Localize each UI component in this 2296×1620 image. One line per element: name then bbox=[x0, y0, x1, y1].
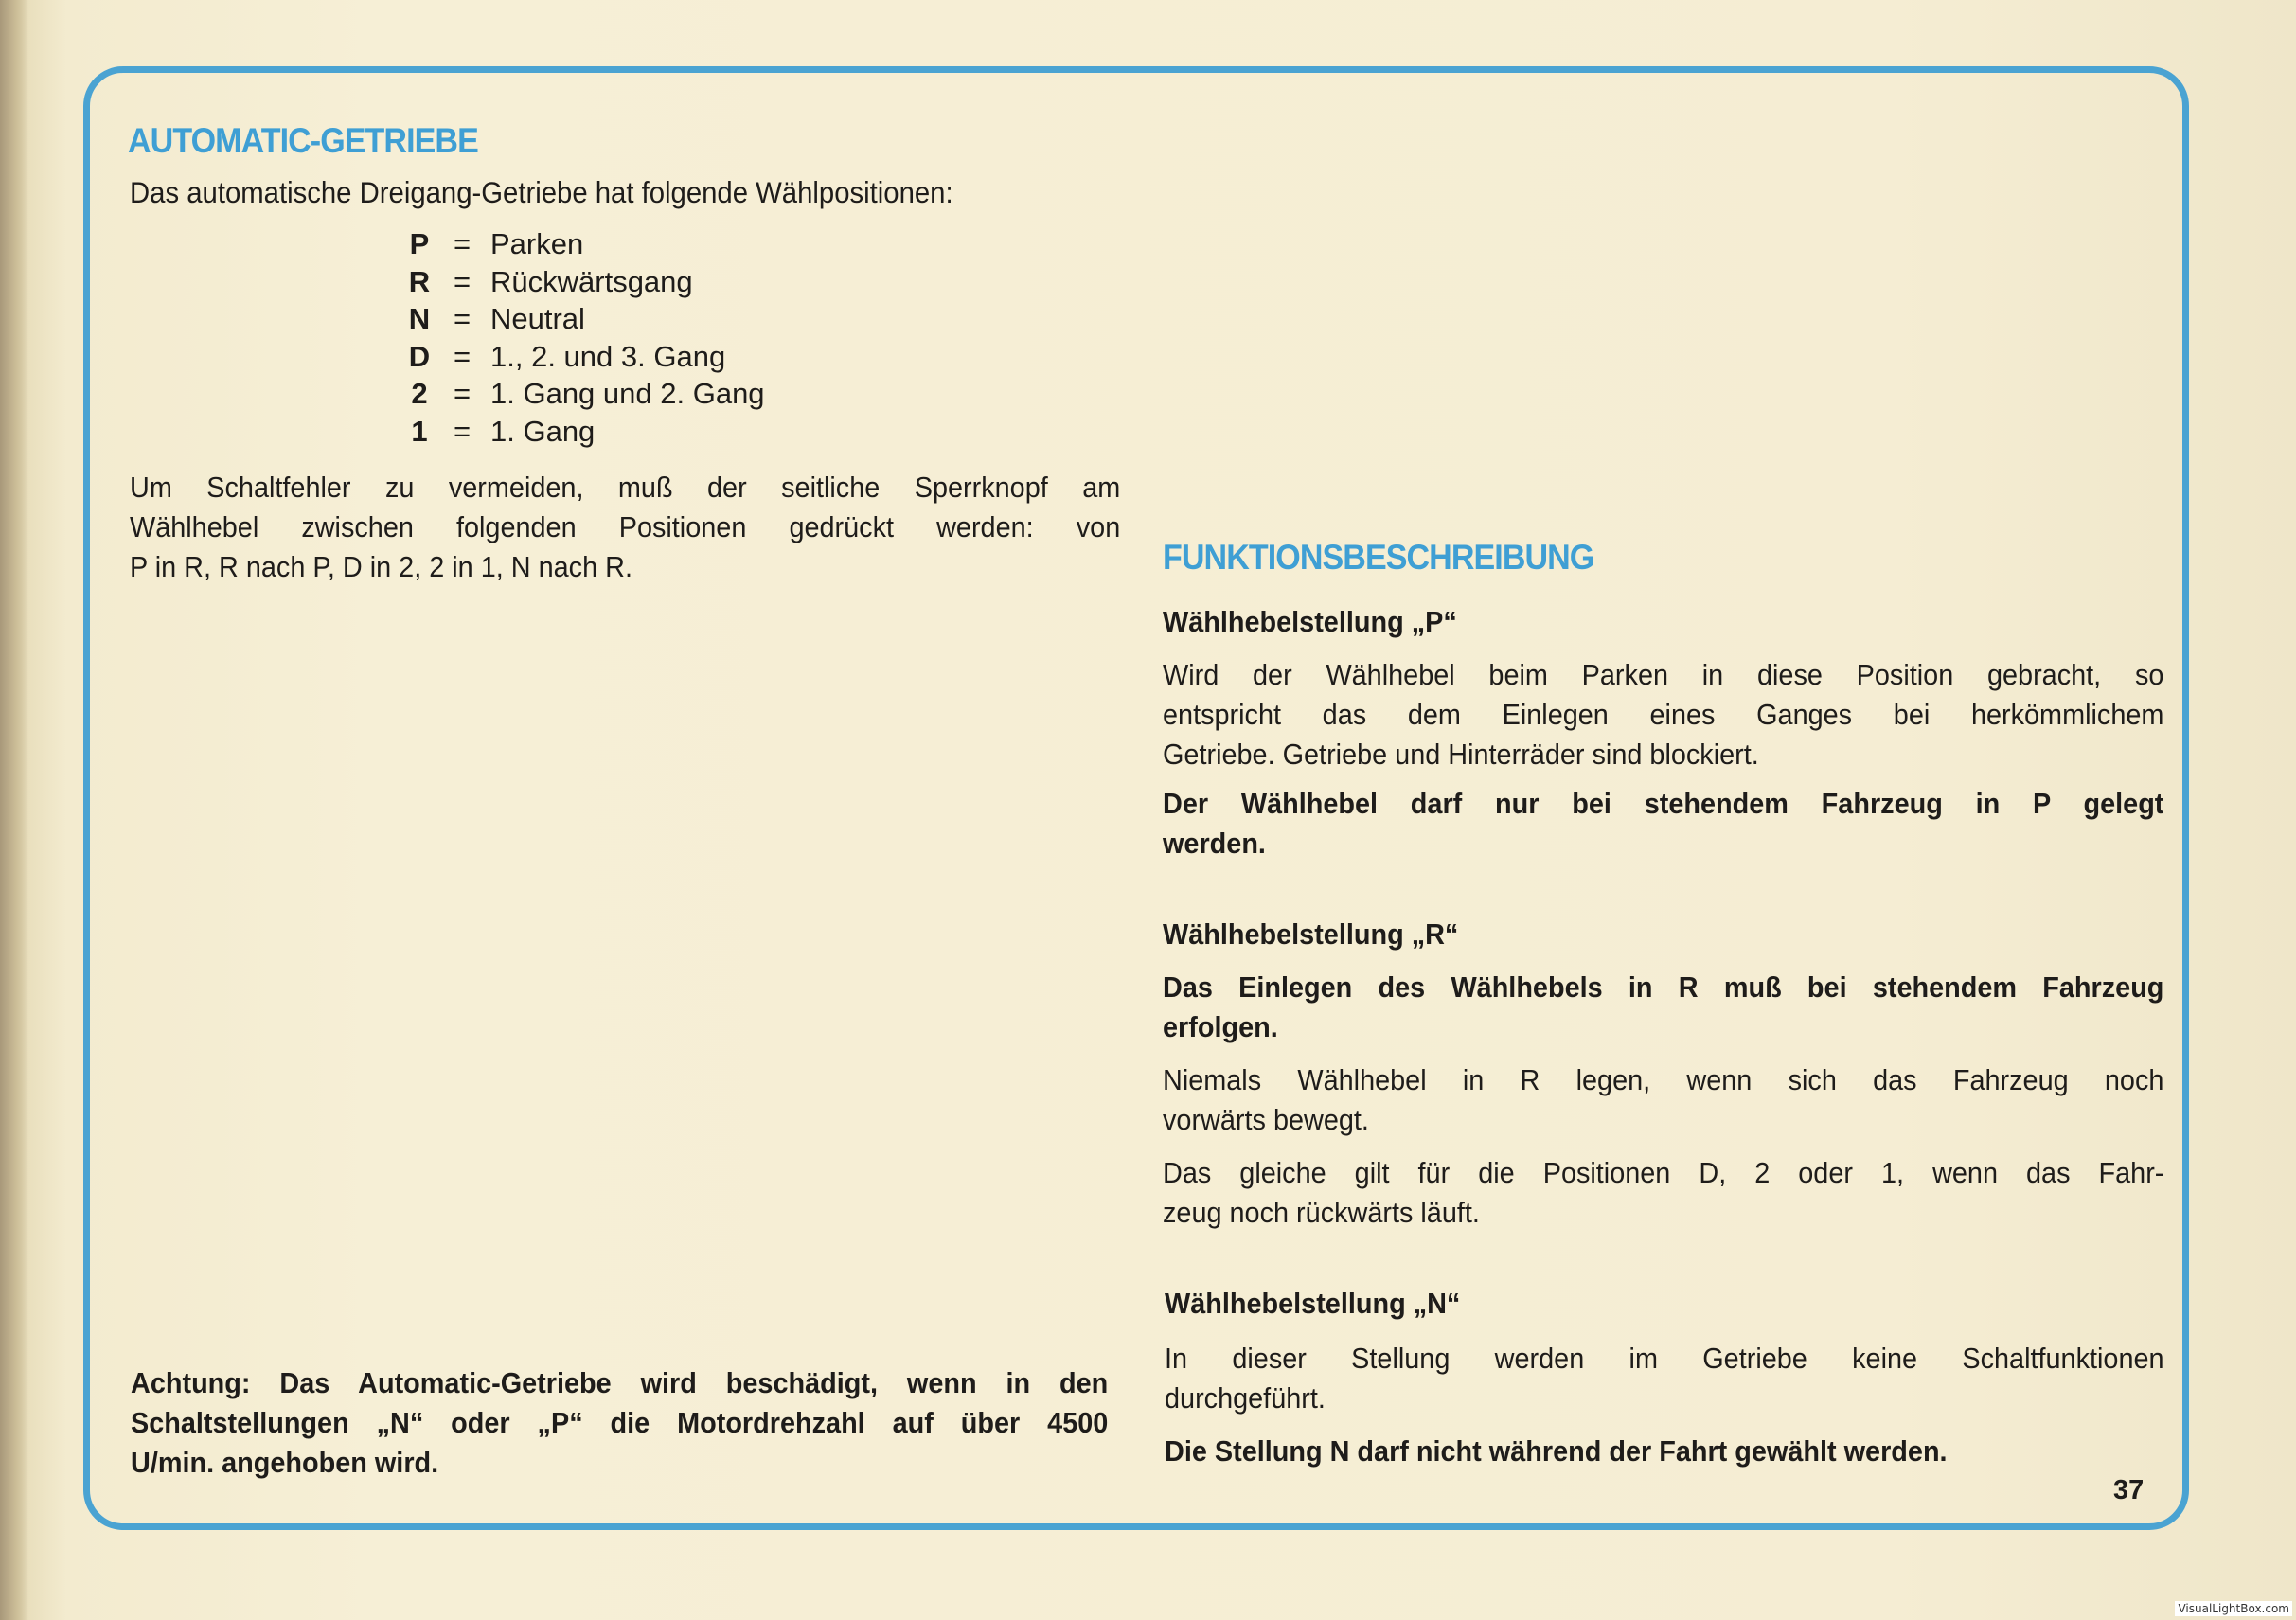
heading-automatic-getriebe: AUTOMATIC-GETRIEBE bbox=[128, 121, 478, 160]
position-item: 1 = 1. Gang bbox=[411, 414, 596, 448]
gear-position-list bbox=[405, 225, 765, 450]
section-n-title: Wählhebelstellung „N“ bbox=[1165, 1287, 1461, 1320]
watermark: VisualLightBox.com bbox=[2175, 1601, 2292, 1616]
warning-note: Achtung: Das Automatic-Getriebe wird beschädigt, wenn in den Schaltstellungen „N“ oder „P“ die Motordrehzahl auf über 4500 U/min. angehoben wird. bbox=[131, 1366, 1109, 1479]
position-item: N = Neutral bbox=[408, 302, 585, 335]
position-item: R = Rückwärtsgang bbox=[408, 264, 693, 298]
shift-note: Um Schaltfehler zu vermeiden, muß der seitliche Sperrknopf am Wählhebel zwischen folgenden Positionen gedrückt werden: von P in R, R nach P, D in 2, 2 in 1, N nach R. bbox=[130, 471, 1121, 583]
position-item: D = 1., 2. und 3. Gang bbox=[408, 339, 726, 373]
section-r-body2: Das gleiche gilt für die Positionen D, 2 oder 1, wenn das Fahr- zeug noch rückwärts läuft. bbox=[1163, 1156, 2164, 1229]
section-p-body: Wird der Wählhebel beim Parken in diese Position gebracht, so entspricht das dem Einlegen eines Ganges bei herkömmlichem Getriebe. Getriebe und Hinterräder sind blockiert. bbox=[1163, 658, 2164, 771]
section-r-body1: Niemals Wählhebel in R legen, wenn sich das Fahrzeug noch vorwärts bewegt. bbox=[1163, 1063, 2164, 1136]
section-n-body: In dieser Stellung werden im Getriebe keine Schaltfunktionen durchgeführt. bbox=[1165, 1342, 2164, 1415]
intro-text: Das automatische Dreigang-Getriebe hat folgende Wählpositionen: bbox=[130, 175, 953, 209]
section-p-warning: Der Wählhebel darf nur bei stehendem Fahrzeug in P gelegt werden. bbox=[1163, 787, 2164, 860]
section-r-warning: Das Einlegen des Wählhebels in R muß bei stehendem Fahrzeug erfolgen. bbox=[1163, 970, 2164, 1043]
page-number: 37 bbox=[2113, 1475, 2145, 1505]
book-spine-shadow bbox=[0, 0, 28, 1620]
position-item: 2 = 1. Gang und 2. Gang bbox=[411, 377, 765, 410]
section-p-title: Wählhebelstellung „P“ bbox=[1163, 605, 1457, 638]
position-item: P = Parken bbox=[409, 227, 584, 260]
section-n-warning: Die Stellung N darf nicht während der Fahrt gewählt werden. bbox=[1165, 1434, 1948, 1468]
section-r-title: Wählhebelstellung „R“ bbox=[1163, 917, 1459, 951]
heading-funktionsbeschreibung: FUNKTIONSBESCHREIBUNG bbox=[1163, 538, 1594, 577]
